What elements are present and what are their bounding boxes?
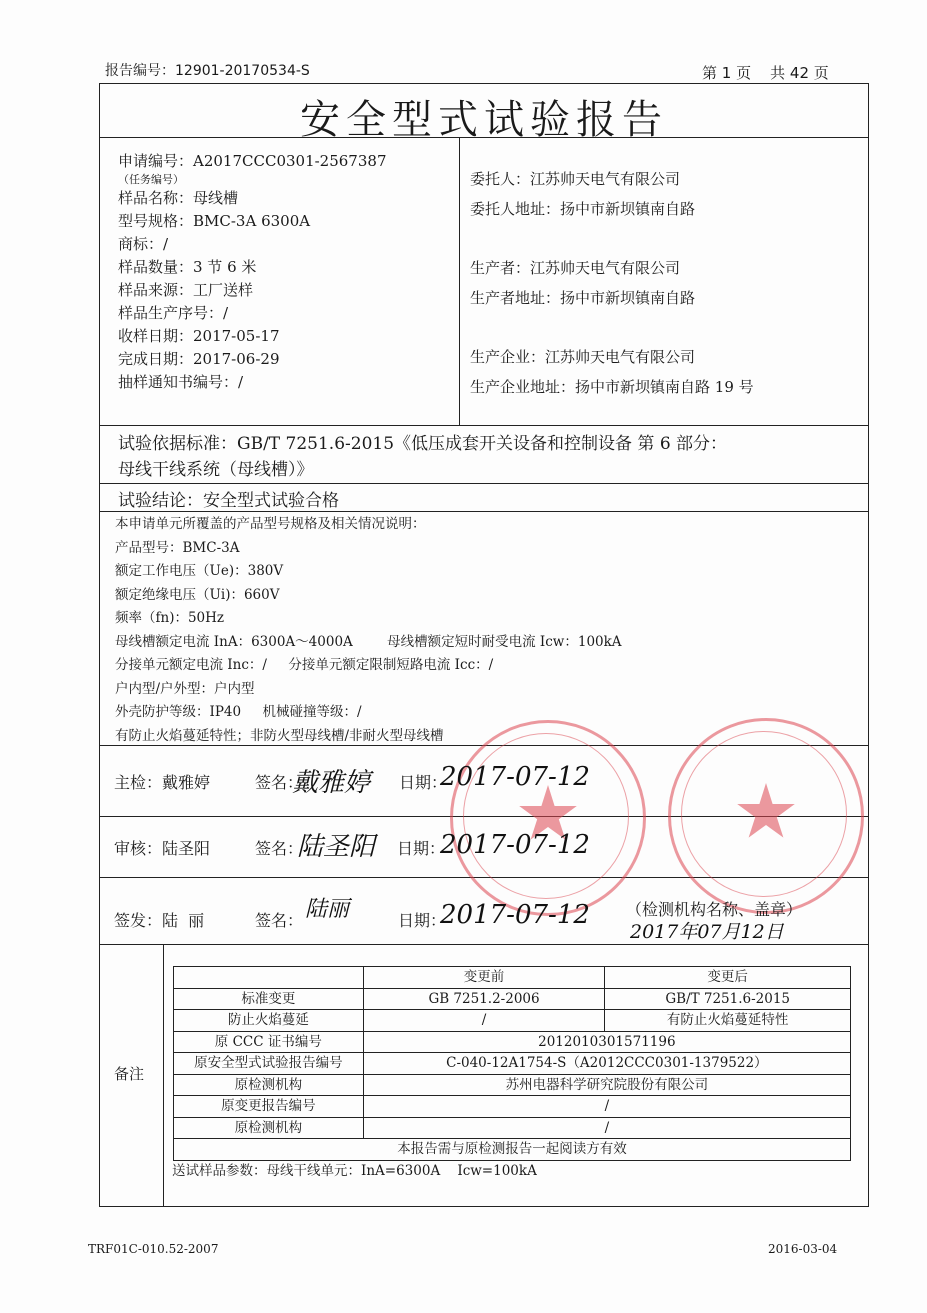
factory-address: 生产企业地址：扬中市新坝镇南自路 19 号: [470, 378, 754, 396]
factory: 生产企业：江苏帅天电气有限公司: [470, 348, 696, 366]
inspector-signature: 戴雅婷: [292, 768, 371, 798]
client: 委托人：江苏帅天电气有限公司: [470, 170, 681, 188]
left-info: [118, 150, 387, 394]
description-intro: 本申请单元所覆盖的产品型号规格及相关情况说明：: [115, 516, 426, 532]
divider: [99, 483, 869, 484]
sample-quantity: 样品数量：3 节 6 米: [118, 258, 257, 276]
inspection-seal-right: [668, 718, 864, 914]
product-model: 产品型号：BMC-3A: [115, 539, 240, 556]
reviewer-label: 审核：陆圣阳: [114, 839, 211, 858]
report-number: 报告编号：12901-20170534-S: [105, 63, 310, 79]
stamp-date: 2017年07月12日: [630, 921, 784, 943]
trademark: 商标：/: [118, 235, 169, 253]
column-divider: [459, 137, 460, 425]
reviewer-date: 2017-07-12: [440, 830, 590, 860]
date-label: 日期：: [397, 839, 446, 858]
producer: 生产者：江苏帅天电气有限公司: [470, 259, 681, 277]
table-cell: [174, 967, 364, 989]
rated-voltage: 额定工作电压（Ue)：380V: [115, 563, 284, 579]
received-date: 收样日期：2017-05-17: [118, 327, 280, 345]
producer-address: 生产者地址：扬中市新坝镇南自路: [470, 289, 696, 307]
issuer-date: 2017-07-12: [440, 900, 590, 930]
divider: [99, 425, 869, 426]
row-label: 原变更报告编号: [174, 1096, 364, 1118]
table-row: [174, 1010, 851, 1032]
issuer-signature: 陆丽: [305, 897, 350, 922]
test-conclusion: 试验结论：安全型式试验合格: [118, 491, 339, 511]
task-no-note: （任务编号）: [118, 173, 184, 186]
client-address: 委托人地址：扬中市新坝镇南自路: [470, 200, 696, 218]
divider: [99, 511, 869, 512]
date-label: 日期：: [399, 773, 448, 792]
row-label: 原 CCC 证书编号: [174, 1031, 364, 1053]
sign-label: 签名：: [255, 911, 304, 930]
table-cell: GB/T 7251.6-2015: [605, 988, 851, 1010]
date-label: 日期：: [398, 911, 447, 930]
table-row: [174, 1096, 851, 1118]
description-block: [115, 513, 622, 748]
reviewer-signature: 陆圣阳: [297, 832, 376, 862]
frequency: 频率（fn)：50Hz: [115, 610, 225, 626]
row-label: 防止火焰蔓延: [174, 1010, 364, 1032]
sampling-notice-no: 抽样通知书编号：/: [118, 373, 244, 391]
rated-current: 母线槽额定电流 InA：6300A～4000A 母线槽额定短时耐受电流 Icw：100kA: [115, 633, 622, 650]
remarks-divider: [163, 944, 164, 1207]
header-before: 变更前: [363, 967, 605, 989]
sample-params: 送试样品参数：母线干线单元：InA=6300A Icw=100kA: [172, 1163, 537, 1179]
issuer-label: 签发：陆 丽: [114, 911, 205, 930]
table-cell: C-040-12A1754-S（A2012CCC0301-1379522）: [363, 1053, 850, 1075]
table-cell: 2012010301571196: [363, 1031, 850, 1053]
indoor-outdoor: 户内型/户外型：户内型: [115, 680, 255, 697]
tap-unit-current: 分接单元额定电流 Inc：/ 分接单元额定限制短路电流 Icc：/: [115, 657, 494, 673]
page-info: 第 1 页 共 42 页: [702, 64, 829, 82]
table-row: [174, 988, 851, 1010]
fire-property: 有防止火焰蔓延特性；非防火型母线槽/非耐火型母线槽: [115, 727, 444, 744]
protection-grade: 外壳防护等级：IP40 机械碰撞等级：/: [115, 704, 362, 720]
application-no: 申请编号：A2017CCC0301-2567387: [118, 152, 387, 170]
divider: [99, 944, 869, 945]
header-after: 变更后: [605, 967, 851, 989]
form-date: 2016-03-04: [768, 1242, 838, 1256]
table-row: [174, 1053, 851, 1075]
model-spec: 型号规格：BMC-3A 6300A: [118, 212, 311, 230]
test-standard-line1: 试验依据标准：GB/T 7251.6-2015《低压成套开关设备和控制设备 第 6 部分：: [118, 434, 728, 454]
completed-date: 完成日期：2017-06-29: [118, 350, 280, 368]
table-cell: /: [363, 1010, 605, 1032]
sample-serial: 样品生产序号：/: [118, 304, 229, 322]
row-label: 标准变更: [174, 988, 364, 1010]
table-cell: GB 7251.2-2006: [363, 988, 605, 1010]
inspection-seal-left: [450, 720, 646, 916]
inspector-date: 2017-07-12: [440, 762, 590, 792]
form-code: TRF01C-010.52-2007: [88, 1242, 219, 1256]
table-row: [174, 1117, 851, 1139]
table-cell: /: [363, 1117, 850, 1139]
row-label: 原检测机构: [174, 1074, 364, 1096]
table-cell: 苏州电器科学研究院股份有限公司: [363, 1074, 850, 1096]
table-cell: /: [363, 1096, 850, 1118]
insulation-voltage: 额定绝缘电压（Ui)：660V: [115, 586, 280, 603]
sample-name: 样品名称：母线槽: [118, 189, 239, 207]
row-label: 原检测机构: [174, 1117, 364, 1139]
sign-label: 签名：: [255, 839, 304, 858]
table-cell: 有防止火焰蔓延特性: [605, 1010, 851, 1032]
change-table: [173, 966, 851, 1161]
sample-source: 样品来源：工厂送样: [118, 281, 254, 299]
table-row: [174, 1031, 851, 1053]
test-standard-line2: 母线干线系统（母线槽）》: [118, 460, 314, 480]
table-row: [174, 1074, 851, 1096]
table-row: [174, 1139, 851, 1161]
inspector-label: 主检：戴雅婷: [114, 773, 211, 792]
page-title: 安全型式试验报告: [300, 97, 668, 143]
sign-label: 签名：: [255, 773, 304, 792]
table-note: 本报告需与原检测报告一起阅读方有效: [174, 1139, 851, 1161]
remarks-label: 备注: [114, 1065, 145, 1083]
org-stamp-note: （检测机构名称、盖章）: [626, 900, 803, 919]
table-row: [174, 967, 851, 989]
row-label: 原安全型式试验报告编号: [174, 1053, 364, 1075]
